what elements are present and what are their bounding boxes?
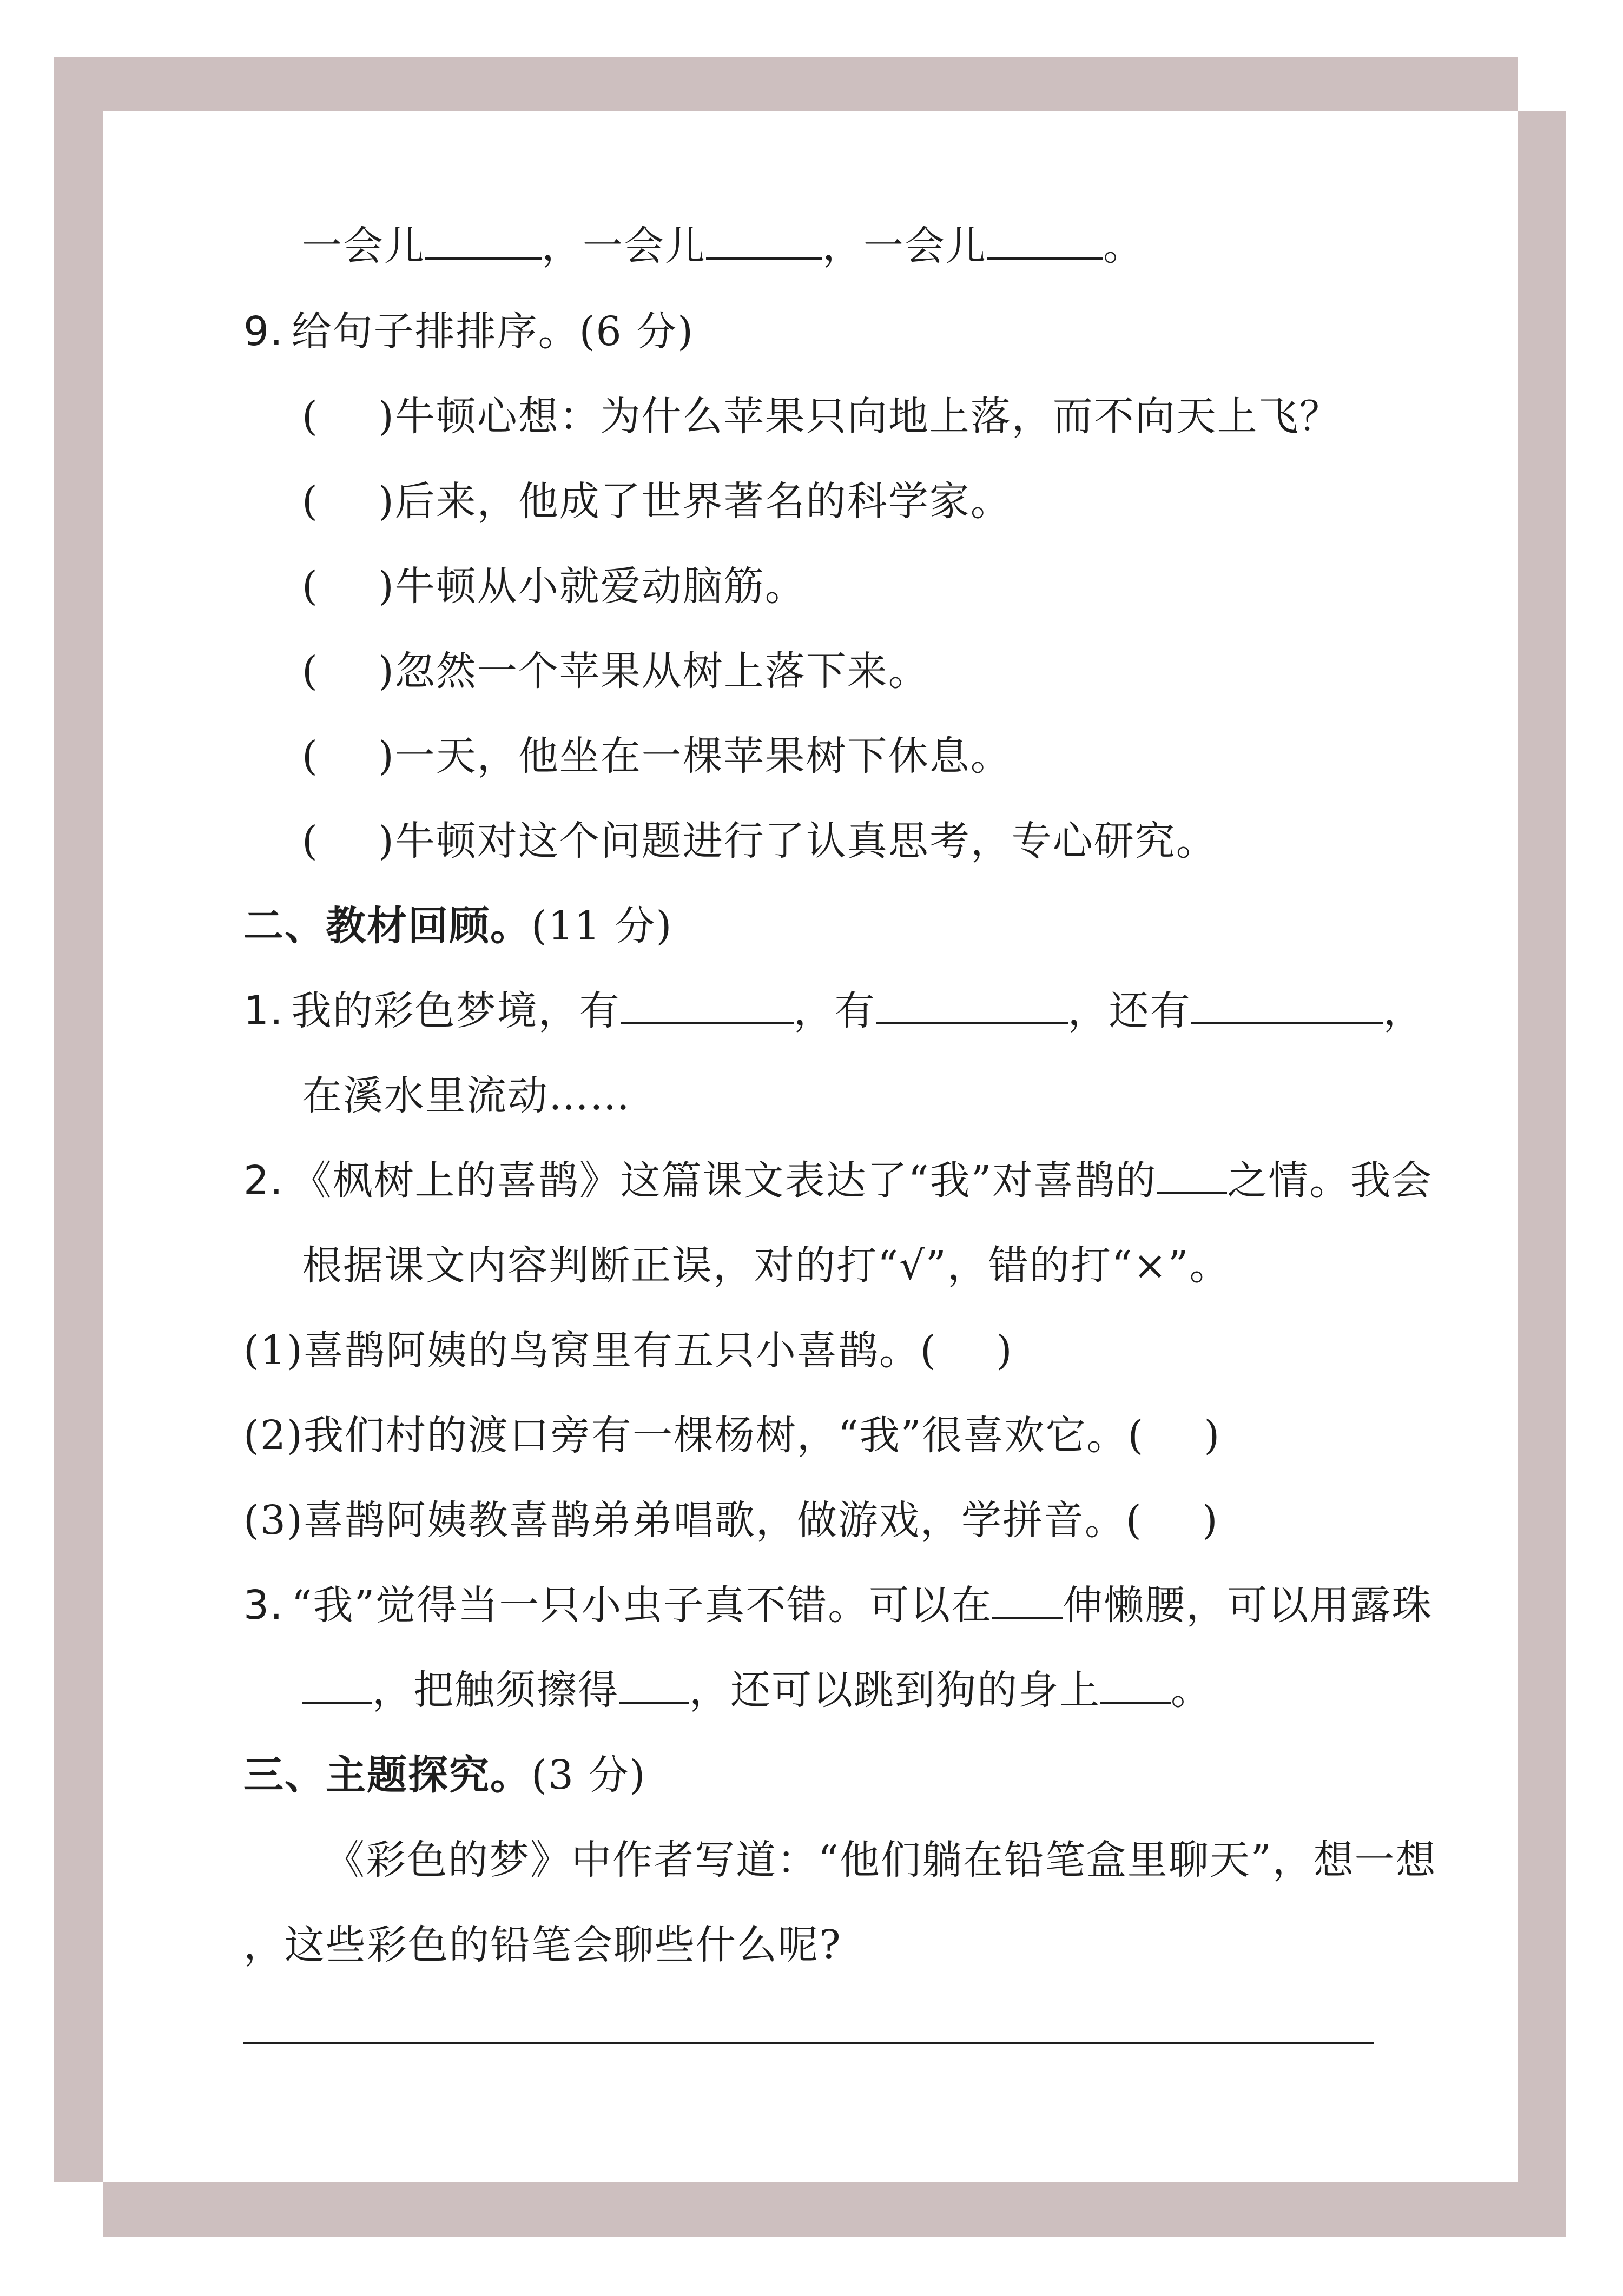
- paren-close: ): [378, 563, 395, 610]
- s2-q1-line1: [243, 981, 1424, 1041]
- s2-q1-text-d: ，: [1383, 988, 1424, 1034]
- s2-q2-judgement: [243, 1406, 1220, 1465]
- s2-q3-line2: [302, 1660, 1212, 1720]
- blanks-row-end: 。: [1103, 223, 1144, 269]
- s2-q1-text-b: ，有: [793, 988, 876, 1034]
- paren-open: (: [302, 393, 319, 440]
- paren-close: ): [378, 818, 395, 864]
- judgement-text: (2)我们村的渡口旁有一棵杨树，“我”很喜欢它。(: [243, 1412, 1145, 1459]
- s2-q3-text-c: ，把触须擦得: [372, 1667, 619, 1713]
- answer-blank[interactable]: [992, 1576, 1063, 1619]
- answer-blank[interactable]: [425, 216, 542, 260]
- answer-blank[interactable]: [876, 981, 1068, 1024]
- q9-item: [302, 726, 1012, 786]
- section-3-prompt-text: 《彩色的梦》中作者写道：“他们躺在铅笔盒里聊天”，想一想: [325, 1837, 1437, 1883]
- paren-open: (: [302, 648, 319, 694]
- section-3-title: 三、主题探究。: [243, 1752, 531, 1798]
- answer-blank[interactable]: [1191, 981, 1383, 1024]
- q9-item-text: 牛顿从小就爱动脑筋。: [394, 563, 806, 610]
- answer-blank[interactable]: [987, 216, 1103, 260]
- paren-open: (: [302, 563, 319, 610]
- worksheet-page: [103, 111, 1518, 2182]
- s2-q2-text-b: 之情。我会: [1227, 1157, 1433, 1204]
- answer-blank[interactable]: [706, 216, 822, 260]
- paren-close: ): [378, 733, 395, 779]
- answer-blank[interactable]: [302, 1660, 372, 1704]
- q9-item: [302, 387, 1341, 446]
- judgement-text: (3)喜鹊阿姨教喜鹊弟弟唱歌，做游戏，学拼音。(: [243, 1497, 1143, 1544]
- section-3-prompt-line1: [325, 1830, 1437, 1890]
- s2-q3-text-b: 伸懒腰，可以用露珠: [1063, 1582, 1433, 1629]
- paren-close: ): [996, 1327, 1013, 1374]
- s2-q3-text-e: 。: [1171, 1667, 1212, 1713]
- section-2-score: (11 分): [531, 903, 673, 949]
- q9-number: 9.: [243, 308, 284, 355]
- paren-close: ): [378, 393, 395, 440]
- q9-item: [302, 472, 1012, 531]
- s2-q3-text-a: “我”觉得当一只小虫子真不错。可以在: [291, 1582, 993, 1629]
- blanks-row-text-2: ，一会儿: [542, 223, 706, 269]
- q9-item: [302, 811, 1217, 871]
- q9-title: 给句子排排序。(6 分): [291, 308, 694, 355]
- q9-item-text: 牛顿对这个问题进行了认真思考，专心研究。: [394, 818, 1217, 864]
- paren-open: (: [302, 733, 319, 779]
- paren-open: (: [302, 478, 319, 525]
- q9-item-text: 忽然一个苹果从树上落下来。: [394, 648, 929, 694]
- paren-close: ): [378, 648, 395, 694]
- s2-q1-text-c: ，还有: [1067, 988, 1191, 1034]
- blanks-row: [302, 216, 1144, 276]
- s2-q2-line2: [302, 1236, 1230, 1295]
- s2-q3-text-d: ，还可以跳到狗的身上: [689, 1667, 1100, 1713]
- answer-blank[interactable]: [1100, 1660, 1171, 1704]
- s2-q1-line2: [302, 1066, 631, 1126]
- answer-writing-line[interactable]: [243, 2042, 1374, 2044]
- section-3-prompt-text: ，这些彩色的铅笔会聊些什么呢?: [243, 1922, 842, 1968]
- section-2-heading: [243, 896, 672, 956]
- s2-q2-instruction: 根据课文内容判断正误，对的打“√”，错的打“×”。: [302, 1242, 1231, 1289]
- section-2-title: 二、教材回顾。: [243, 903, 531, 949]
- q9-heading: [243, 302, 694, 361]
- answer-blank[interactable]: [619, 1660, 689, 1704]
- blanks-row-text-1: 一会儿: [302, 223, 425, 269]
- section-3-score: (3 分): [531, 1752, 646, 1798]
- s2-q2-text-a: 《枫树上的喜鹊》这篇课文表达了“我”对喜鹊的: [291, 1157, 1157, 1204]
- paren-close: ): [378, 478, 395, 525]
- s2-q2-line1: [243, 1151, 1433, 1210]
- s2-q1-continuation: 在溪水里流动……: [302, 1073, 631, 1119]
- paren-close: ): [1204, 1412, 1221, 1459]
- paren-close: ): [1202, 1497, 1219, 1544]
- q9-item-text: 一天，他坐在一棵苹果树下休息。: [394, 733, 1012, 779]
- q9-item-text: 牛顿心想：为什么苹果只向地上落，而不向天上飞？: [394, 393, 1341, 440]
- judgement-text: (1)喜鹊阿姨的鸟窝里有五只小喜鹊。(: [243, 1327, 937, 1374]
- s2-q1-number: 1.: [243, 988, 284, 1034]
- answer-blank[interactable]: [1157, 1151, 1227, 1194]
- s2-q1-text-a: 我的彩色梦境，有: [291, 988, 621, 1034]
- q9-item: [302, 557, 806, 616]
- paren-open: (: [302, 818, 319, 864]
- q9-item-text: 后来，他成了世界著名的科学家。: [394, 478, 1012, 525]
- s2-q2-judgement: [243, 1491, 1219, 1550]
- s2-q2-judgement: [243, 1321, 1013, 1380]
- s2-q3-line1: [243, 1576, 1433, 1635]
- blanks-row-text-3: ，一会儿: [822, 223, 987, 269]
- answer-blank[interactable]: [621, 981, 794, 1024]
- s2-q3-number: 3.: [243, 1582, 284, 1629]
- q9-item: [302, 641, 929, 701]
- section-3-heading: [243, 1745, 646, 1805]
- s2-q2-number: 2.: [243, 1157, 284, 1204]
- section-3-prompt-line2: [243, 1915, 842, 1975]
